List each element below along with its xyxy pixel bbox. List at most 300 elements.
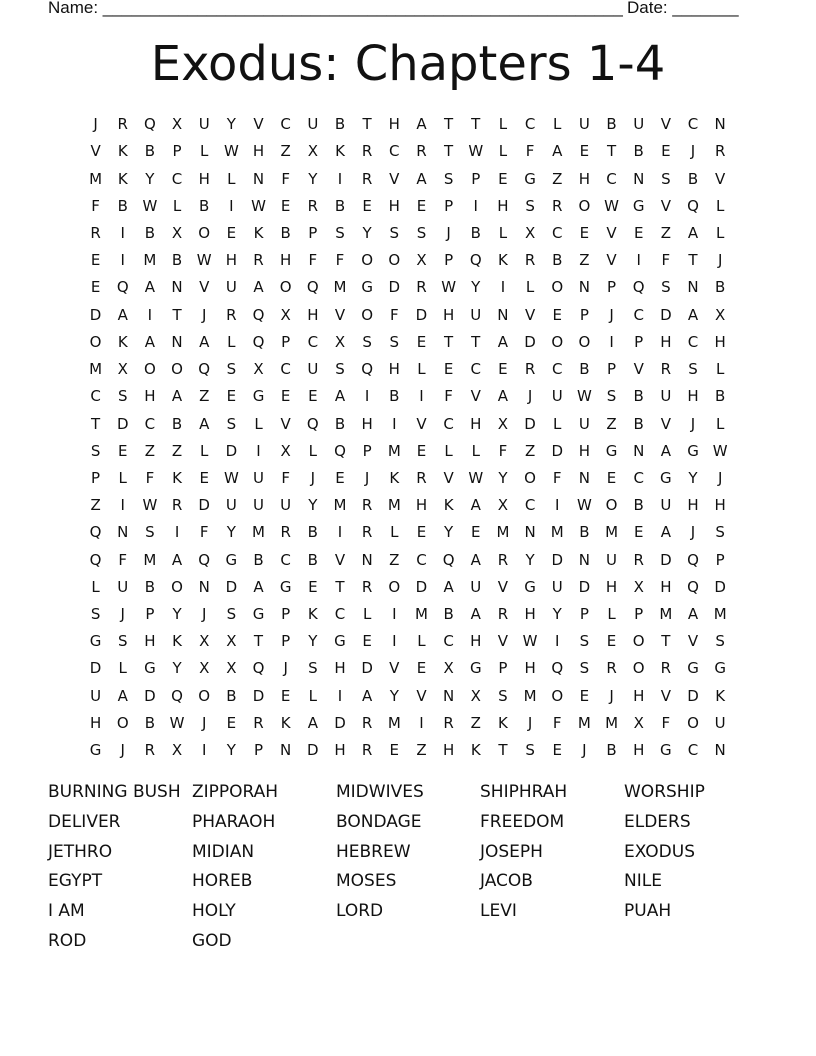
grid-letter[interactable]: P <box>579 305 589 324</box>
grid-letter[interactable]: O <box>116 713 129 732</box>
grid-letter[interactable]: M <box>333 278 347 297</box>
grid-letter[interactable]: Y <box>308 496 318 515</box>
grid-letter[interactable]: C <box>524 496 536 515</box>
grid-letter[interactable]: Y <box>688 468 698 487</box>
grid-letter[interactable]: G <box>144 659 156 678</box>
grid-letter[interactable]: U <box>225 496 237 515</box>
grid-letter[interactable]: O <box>89 332 102 351</box>
grid-letter[interactable]: Z <box>171 441 183 460</box>
grid-letter[interactable]: J <box>201 305 207 324</box>
grid-letter[interactable]: I <box>337 686 343 705</box>
grid-letter[interactable]: E <box>416 659 427 678</box>
grid-letter[interactable]: A <box>117 305 128 324</box>
grid-letter[interactable]: U <box>578 115 590 134</box>
grid-letter[interactable]: Q <box>361 360 374 379</box>
grid-letter[interactable]: H <box>442 305 455 324</box>
grid-letter[interactable]: P <box>634 605 644 624</box>
grid-letter[interactable]: Y <box>552 605 562 624</box>
grid-letter[interactable]: E <box>226 387 237 406</box>
grid-letter[interactable]: Q <box>171 686 183 705</box>
grid-letter[interactable]: N <box>171 332 183 351</box>
grid-letter[interactable]: V <box>253 115 264 134</box>
grid-letter[interactable]: Q <box>442 550 455 569</box>
grid-letter[interactable]: F <box>661 713 671 732</box>
grid-letter[interactable]: S <box>606 387 617 406</box>
grid-letter[interactable]: A <box>117 686 128 705</box>
grid-letter[interactable]: C <box>551 360 563 379</box>
grid-letter[interactable]: H <box>144 632 156 651</box>
grid-letter[interactable]: T <box>444 115 454 134</box>
grid-letter[interactable]: Q <box>687 196 699 215</box>
grid-letter[interactable]: E <box>117 441 128 460</box>
grid-letter[interactable]: K <box>715 686 726 705</box>
grid-letter[interactable]: V <box>389 659 400 678</box>
grid-letter[interactable]: Q <box>632 278 645 297</box>
grid-letter[interactable]: O <box>551 332 564 351</box>
grid-letter[interactable]: T <box>335 577 345 596</box>
grid-letter[interactable]: N <box>252 169 265 188</box>
grid-letter[interactable]: E <box>579 142 590 161</box>
grid-letter[interactable]: C <box>144 414 156 433</box>
grid-letter[interactable]: H <box>252 142 265 161</box>
grid-letter[interactable]: R <box>90 223 101 242</box>
grid-letter[interactable]: A <box>687 305 699 324</box>
grid-letter[interactable]: I <box>147 305 153 324</box>
grid-letter[interactable]: C <box>687 115 699 134</box>
grid-letter[interactable]: D <box>144 686 156 705</box>
grid-letter[interactable]: G <box>252 387 265 406</box>
grid-letter[interactable]: E <box>498 169 508 188</box>
grid-letter[interactable]: K <box>335 142 345 161</box>
grid-letter[interactable]: J <box>364 468 370 487</box>
grid-letter[interactable]: A <box>253 577 264 596</box>
grid-letter[interactable]: C <box>687 332 699 351</box>
grid-letter[interactable]: E <box>362 196 372 215</box>
grid-letter[interactable]: T <box>661 632 671 651</box>
grid-letter[interactable]: A <box>443 577 454 596</box>
grid-letter[interactable]: V <box>334 305 346 324</box>
grid-letter[interactable]: O <box>279 278 292 297</box>
grid-letter[interactable]: P <box>444 251 454 270</box>
grid-letter[interactable]: U <box>307 360 319 379</box>
grid-letter[interactable]: V <box>660 686 671 705</box>
grid-letter[interactable]: S <box>308 659 318 678</box>
grid-letter[interactable]: E <box>280 686 291 705</box>
grid-letter[interactable]: J <box>201 605 207 624</box>
grid-letter[interactable]: H <box>388 360 400 379</box>
grid-letter[interactable]: S <box>525 196 535 215</box>
grid-letter[interactable]: E <box>552 741 562 760</box>
grid-letter[interactable]: M <box>333 496 347 515</box>
grid-letter[interactable]: R <box>443 713 454 732</box>
grid-letter[interactable]: R <box>606 659 617 678</box>
grid-letter[interactable]: I <box>120 496 125 515</box>
grid-letter[interactable]: L <box>91 577 100 596</box>
grid-letter[interactable]: P <box>281 605 291 624</box>
grid-letter[interactable]: M <box>387 713 401 732</box>
grid-letter[interactable]: P <box>634 332 644 351</box>
grid-letter[interactable]: R <box>660 659 672 678</box>
grid-letter[interactable]: Z <box>90 496 101 515</box>
grid-letter[interactable]: E <box>443 360 454 379</box>
grid-letter[interactable]: Y <box>498 468 508 487</box>
grid-letter[interactable]: C <box>606 169 617 188</box>
grid-letter[interactable]: N <box>578 468 590 487</box>
grid-letter[interactable]: E <box>633 223 644 242</box>
grid-letter[interactable]: C <box>633 305 644 324</box>
grid-letter[interactable]: L <box>715 196 725 215</box>
grid-letter[interactable]: E <box>308 577 318 596</box>
grid-letter[interactable]: S <box>226 605 237 624</box>
grid-letter[interactable]: I <box>364 387 370 406</box>
grid-letter[interactable]: H <box>687 496 699 515</box>
grid-letter[interactable]: W <box>604 196 619 215</box>
grid-letter[interactable]: B <box>579 523 590 542</box>
grid-letter[interactable]: N <box>633 169 645 188</box>
grid-letter[interactable]: L <box>200 441 209 460</box>
grid-letter[interactable]: P <box>308 223 318 242</box>
grid-letter[interactable]: G <box>605 441 618 460</box>
grid-letter[interactable]: L <box>390 523 399 542</box>
grid-letter[interactable]: E <box>226 713 237 732</box>
grid-letter[interactable]: X <box>171 741 183 760</box>
grid-letter[interactable]: W <box>468 142 484 161</box>
grid-letter[interactable]: X <box>307 142 318 161</box>
grid-letter[interactable]: O <box>171 577 183 596</box>
grid-letter[interactable]: Y <box>308 169 318 188</box>
grid-letter[interactable]: H <box>578 169 591 188</box>
grid-letter[interactable]: T <box>688 251 698 270</box>
grid-letter[interactable]: M <box>605 523 619 542</box>
grid-letter[interactable]: K <box>253 223 264 242</box>
grid-letter[interactable]: X <box>633 713 644 732</box>
grid-letter[interactable]: M <box>89 169 103 188</box>
grid-letter[interactable]: O <box>605 496 618 515</box>
grid-letter[interactable]: A <box>660 523 671 542</box>
grid-letter[interactable]: Y <box>525 550 535 569</box>
grid-letter[interactable]: B <box>443 605 454 624</box>
grid-letter[interactable]: L <box>553 115 562 134</box>
grid-letter[interactable]: T <box>471 115 481 134</box>
grid-letter[interactable]: X <box>470 686 481 705</box>
grid-letter[interactable]: H <box>470 414 482 433</box>
grid-letter[interactable]: Q <box>252 305 265 324</box>
grid-letter[interactable]: Z <box>199 387 210 406</box>
grid-letter[interactable]: N <box>633 441 645 460</box>
grid-letter[interactable]: H <box>524 605 536 624</box>
grid-letter[interactable]: X <box>226 659 237 678</box>
grid-letter[interactable]: S <box>579 632 590 651</box>
grid-letter[interactable]: M <box>387 441 401 460</box>
grid-letter[interactable]: D <box>714 577 726 596</box>
grid-letter[interactable]: F <box>281 169 290 188</box>
grid-letter[interactable]: R <box>361 523 373 542</box>
grid-letter[interactable]: I <box>555 496 560 515</box>
grid-letter[interactable]: B <box>199 196 210 215</box>
grid-letter[interactable]: Y <box>362 223 372 242</box>
grid-letter[interactable]: Y <box>145 169 155 188</box>
grid-letter[interactable]: Q <box>687 577 699 596</box>
grid-letter[interactable]: I <box>392 632 397 651</box>
grid-letter[interactable]: J <box>609 686 614 705</box>
grid-letter[interactable]: O <box>524 468 536 487</box>
grid-letter[interactable]: N <box>524 523 536 542</box>
grid-letter[interactable]: M <box>252 523 265 542</box>
grid-letter[interactable]: I <box>201 741 207 760</box>
grid-letter[interactable]: S <box>715 632 725 651</box>
grid-letter[interactable]: L <box>254 414 263 433</box>
grid-letter[interactable]: S <box>715 523 725 542</box>
grid-letter[interactable]: F <box>389 305 399 324</box>
grid-letter[interactable]: X <box>171 223 183 242</box>
grid-letter[interactable]: B <box>606 115 617 134</box>
grid-letter[interactable]: H <box>524 659 536 678</box>
grid-letter[interactable]: S <box>226 414 237 433</box>
grid-letter[interactable]: J <box>446 223 451 242</box>
grid-letter[interactable]: E <box>606 468 617 487</box>
grid-letter[interactable]: S <box>688 360 698 379</box>
grid-letter[interactable]: O <box>632 659 645 678</box>
grid-letter[interactable]: J <box>310 468 316 487</box>
grid-letter[interactable]: Z <box>524 441 536 460</box>
grid-letter[interactable]: C <box>90 387 101 406</box>
grid-letter[interactable]: T <box>498 741 508 760</box>
grid-letter[interactable]: L <box>444 441 453 460</box>
grid-letter[interactable]: B <box>307 523 318 542</box>
grid-letter[interactable]: L <box>417 360 426 379</box>
grid-letter[interactable]: E <box>471 523 481 542</box>
grid-letter[interactable]: B <box>715 387 726 406</box>
grid-letter[interactable]: I <box>256 441 261 460</box>
grid-letter[interactable]: B <box>334 196 346 215</box>
grid-letter[interactable]: E <box>552 305 562 324</box>
grid-letter[interactable]: V <box>199 278 210 297</box>
grid-letter[interactable]: D <box>660 550 672 569</box>
grid-letter[interactable]: Q <box>306 278 319 297</box>
grid-letter[interactable]: D <box>252 686 265 705</box>
grid-letter[interactable]: L <box>227 332 236 351</box>
grid-letter[interactable]: X <box>443 659 454 678</box>
grid-letter[interactable]: M <box>89 360 103 379</box>
grid-letter[interactable]: C <box>551 223 563 242</box>
grid-letter[interactable]: Z <box>470 713 481 732</box>
grid-letter[interactable]: F <box>552 468 562 487</box>
grid-letter[interactable]: I <box>609 332 614 351</box>
grid-letter[interactable]: H <box>497 196 509 215</box>
grid-letter[interactable]: C <box>633 468 644 487</box>
grid-letter[interactable]: W <box>522 632 538 651</box>
date-field[interactable]: Date: _______ <box>627 0 739 17</box>
grid-letter[interactable]: K <box>117 142 128 161</box>
grid-letter[interactable]: S <box>443 169 454 188</box>
grid-letter[interactable]: T <box>606 142 617 161</box>
grid-letter[interactable]: O <box>551 278 564 297</box>
grid-letter[interactable]: O <box>388 251 401 270</box>
grid-letter[interactable]: W <box>196 251 212 270</box>
grid-letter[interactable]: U <box>714 713 726 732</box>
grid-letter[interactable]: J <box>609 305 614 324</box>
grid-letter[interactable]: V <box>606 223 617 242</box>
grid-letter[interactable]: G <box>714 659 726 678</box>
grid-letter[interactable]: I <box>229 196 234 215</box>
grid-letter[interactable]: R <box>361 577 373 596</box>
grid-letter[interactable]: G <box>361 278 373 297</box>
grid-letter[interactable]: D <box>361 659 373 678</box>
grid-letter[interactable]: K <box>117 169 128 188</box>
grid-letter[interactable]: K <box>498 251 508 270</box>
grid-letter[interactable]: N <box>687 278 699 297</box>
grid-letter[interactable]: C <box>443 414 454 433</box>
grid-letter[interactable]: R <box>660 360 672 379</box>
grid-letter[interactable]: K <box>117 332 128 351</box>
grid-letter[interactable]: H <box>442 741 455 760</box>
grid-letter[interactable]: L <box>553 414 562 433</box>
grid-letter[interactable]: H <box>307 305 319 324</box>
grid-letter[interactable]: L <box>200 142 209 161</box>
grid-letter[interactable]: B <box>307 550 318 569</box>
grid-letter[interactable]: N <box>280 741 292 760</box>
grid-letter[interactable]: N <box>171 278 183 297</box>
grid-letter[interactable]: U <box>253 496 264 515</box>
grid-letter[interactable]: X <box>524 223 536 242</box>
grid-letter[interactable]: S <box>90 441 101 460</box>
grid-letter[interactable]: A <box>416 115 427 134</box>
grid-letter[interactable]: Z <box>389 550 400 569</box>
grid-letter[interactable]: E <box>308 387 318 406</box>
grid-letter[interactable]: N <box>442 686 455 705</box>
grid-letter[interactable]: P <box>281 632 291 651</box>
grid-letter[interactable]: H <box>361 414 373 433</box>
grid-letter[interactable]: J <box>690 142 696 161</box>
grid-letter[interactable]: T <box>444 332 454 351</box>
grid-letter[interactable]: D <box>307 741 319 760</box>
grid-letter[interactable]: Q <box>89 550 102 569</box>
grid-letter[interactable]: W <box>142 196 158 215</box>
grid-letter[interactable]: S <box>416 223 427 242</box>
grid-letter[interactable]: D <box>388 278 401 297</box>
grid-letter[interactable]: V <box>280 414 291 433</box>
grid-letter[interactable]: G <box>252 605 265 624</box>
grid-letter[interactable]: X <box>199 632 210 651</box>
grid-letter[interactable]: G <box>225 550 238 569</box>
grid-letter[interactable]: V <box>90 142 101 161</box>
grid-letter[interactable]: I <box>392 605 397 624</box>
grid-letter[interactable]: R <box>524 251 536 270</box>
grid-letter[interactable]: P <box>362 441 372 460</box>
grid-letter[interactable]: C <box>280 360 291 379</box>
grid-letter[interactable]: E <box>579 223 590 242</box>
grid-letter[interactable]: B <box>715 278 726 297</box>
grid-letter[interactable]: N <box>714 741 726 760</box>
grid-letter[interactable]: Z <box>606 414 617 433</box>
grid-letter[interactable]: I <box>392 414 397 433</box>
grid-letter[interactable]: L <box>498 115 508 134</box>
grid-letter[interactable]: W <box>223 142 239 161</box>
grid-letter[interactable]: A <box>199 332 210 351</box>
grid-letter[interactable]: Q <box>306 414 319 433</box>
grid-letter[interactable]: C <box>389 142 400 161</box>
grid-letter[interactable]: B <box>633 142 644 161</box>
grid-letter[interactable]: W <box>441 278 457 297</box>
grid-letter[interactable]: W <box>576 496 592 515</box>
grid-letter[interactable]: V <box>389 169 400 188</box>
grid-letter[interactable]: F <box>661 251 671 270</box>
grid-letter[interactable]: G <box>334 632 346 651</box>
grid-letter[interactable]: H <box>714 496 726 515</box>
grid-letter[interactable]: M <box>550 523 564 542</box>
grid-letter[interactable]: G <box>660 468 672 487</box>
grid-letter[interactable]: E <box>416 441 427 460</box>
grid-letter[interactable]: D <box>198 496 210 515</box>
grid-letter[interactable]: D <box>89 305 102 324</box>
grid-letter[interactable]: I <box>500 278 506 297</box>
grid-letter[interactable]: I <box>337 169 343 188</box>
grid-letter[interactable]: V <box>524 305 536 324</box>
grid-letter[interactable]: S <box>579 659 590 678</box>
grid-letter[interactable]: R <box>497 605 509 624</box>
grid-letter[interactable]: O <box>578 196 591 215</box>
grid-letter[interactable]: P <box>607 360 617 379</box>
grid-letter[interactable]: Y <box>226 523 236 542</box>
grid-letter[interactable]: X <box>633 577 644 596</box>
grid-letter[interactable]: A <box>497 387 509 406</box>
grid-letter[interactable]: U <box>280 496 292 515</box>
grid-letter[interactable]: J <box>690 523 696 542</box>
grid-letter[interactable]: W <box>142 496 158 515</box>
grid-letter[interactable]: H <box>633 686 645 705</box>
grid-letter[interactable]: U <box>225 278 237 297</box>
grid-letter[interactable]: C <box>416 550 427 569</box>
grid-letter[interactable]: O <box>687 713 699 732</box>
grid-letter[interactable]: N <box>117 523 129 542</box>
grid-letter[interactable]: D <box>551 441 564 460</box>
grid-letter[interactable]: H <box>334 741 346 760</box>
grid-letter[interactable]: H <box>334 659 346 678</box>
grid-letter[interactable]: C <box>280 550 291 569</box>
grid-letter[interactable]: F <box>525 142 535 161</box>
grid-letter[interactable]: H <box>470 632 482 651</box>
grid-letter[interactable]: R <box>253 251 264 270</box>
grid-letter[interactable]: B <box>633 414 644 433</box>
grid-letter[interactable]: S <box>498 686 508 705</box>
grid-letter[interactable]: P <box>172 142 182 161</box>
grid-letter[interactable]: E <box>90 278 101 297</box>
grid-letter[interactable]: V <box>660 196 671 215</box>
grid-letter[interactable]: R <box>361 713 373 732</box>
grid-letter[interactable]: A <box>552 142 563 161</box>
grid-letter[interactable]: U <box>660 387 672 406</box>
grid-letter[interactable]: P <box>145 605 155 624</box>
grid-letter[interactable]: M <box>143 251 157 270</box>
grid-letter[interactable]: U <box>470 577 482 596</box>
grid-letter[interactable]: U <box>578 414 590 433</box>
grid-letter[interactable]: U <box>90 686 102 705</box>
grid-letter[interactable]: S <box>525 741 535 760</box>
grid-letter[interactable]: Q <box>687 550 699 569</box>
grid-letter[interactable]: J <box>120 605 125 624</box>
grid-letter[interactable]: J <box>527 387 533 406</box>
grid-letter[interactable]: U <box>253 468 264 487</box>
grid-letter[interactable]: R <box>361 169 373 188</box>
grid-letter[interactable]: F <box>118 550 128 569</box>
grid-letter[interactable]: A <box>171 387 183 406</box>
grid-letter[interactable]: S <box>145 523 155 542</box>
grid-letter[interactable]: S <box>362 332 372 351</box>
grid-letter[interactable]: Y <box>172 605 182 624</box>
grid-letter[interactable]: V <box>497 632 509 651</box>
grid-letter[interactable]: W <box>251 196 266 215</box>
grid-letter[interactable]: X <box>715 305 726 324</box>
